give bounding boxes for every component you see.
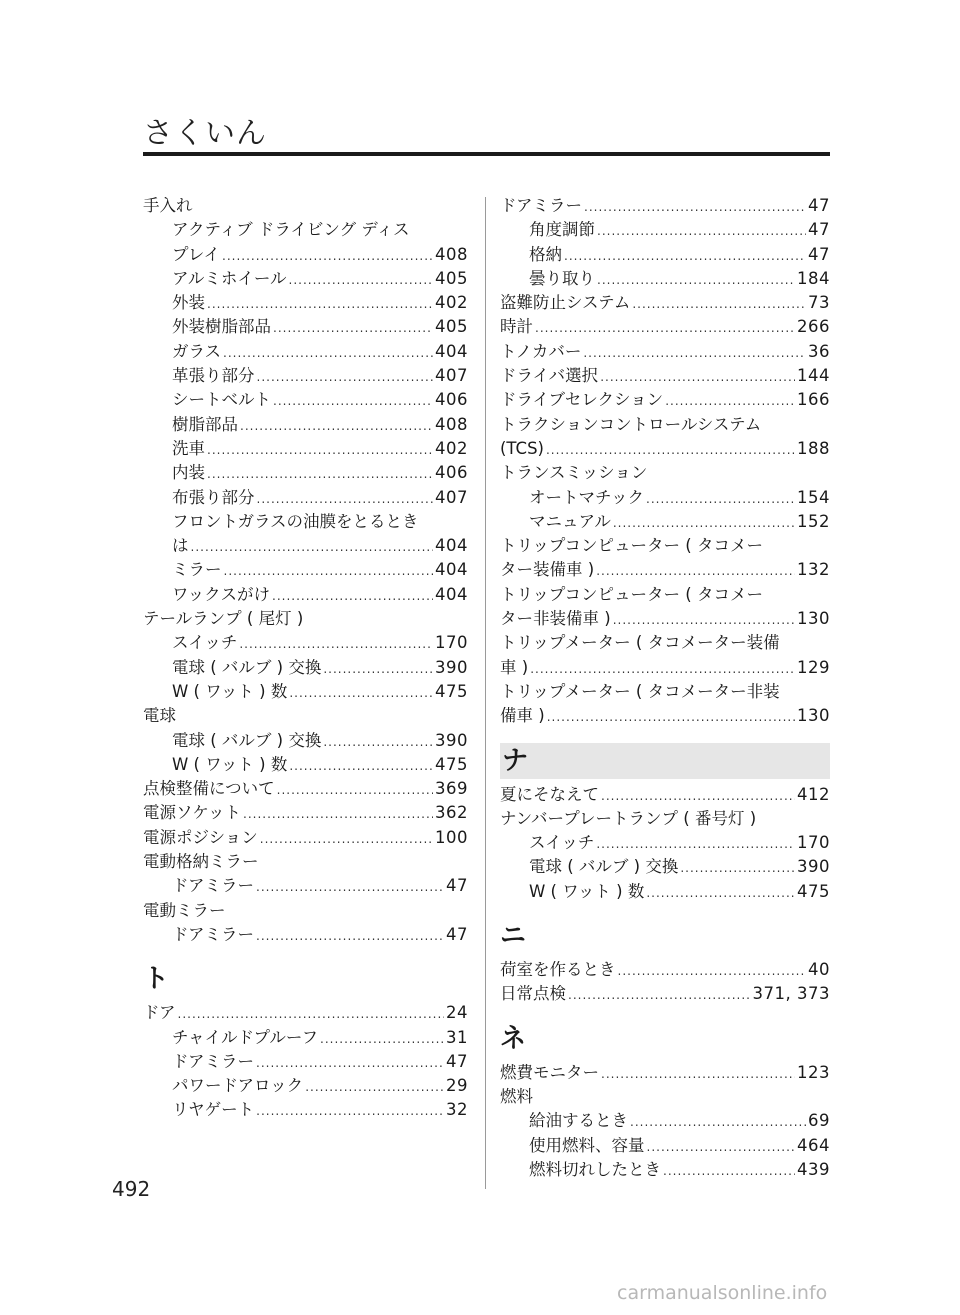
page-reference: 69 — [808, 1111, 830, 1131]
index-subentry — [143, 291, 468, 315]
index-subentry — [143, 1098, 468, 1122]
index-entry — [143, 801, 468, 825]
index-subentry — [143, 631, 468, 655]
entry-label: 革張り部分 — [172, 366, 255, 386]
entry-label: プレイ — [172, 244, 221, 264]
index-entry — [500, 680, 830, 704]
section-heading: ト — [143, 964, 170, 995]
page-reference: 47 — [808, 220, 830, 240]
index-entry — [500, 437, 830, 461]
index-entry — [143, 899, 468, 923]
index-entry — [143, 194, 468, 218]
index-entry — [143, 850, 468, 874]
page-reference: 47 — [808, 244, 830, 264]
entry-label: 電球 ( バルブ ) 交換 — [172, 657, 322, 677]
page-reference: 408 — [435, 414, 468, 434]
page-reference: 24 — [446, 1003, 468, 1023]
dot-leader — [584, 195, 806, 219]
entry-label: 盗難防止システム — [500, 293, 631, 313]
entry-label: ドライブセレクション — [500, 390, 664, 410]
page-reference: 31 — [446, 1027, 468, 1047]
index-subentry — [500, 218, 830, 242]
entry-label: アクティブ ドライビング ディス — [172, 220, 410, 240]
section-heading: ニ — [500, 921, 527, 952]
page-reference: 404 — [435, 584, 468, 604]
page-reference: 362 — [435, 803, 468, 823]
page-reference: 405 — [435, 317, 468, 337]
dot-leader — [597, 268, 795, 292]
index-entry — [500, 461, 830, 485]
index-entry — [500, 1085, 830, 1109]
page-reference: 123 — [797, 1062, 830, 1082]
entry-label: 備車 ) — [500, 706, 545, 726]
page-reference: 144 — [797, 366, 830, 386]
index-entry — [143, 607, 468, 631]
entry-label: 荷室を作るとき — [500, 960, 616, 980]
entry-label: 電動格納ミラー — [143, 852, 259, 872]
dot-leader — [272, 584, 433, 608]
entry-label: トランスミッション — [500, 463, 648, 483]
entry-label: 布張り部分 — [172, 487, 255, 507]
index-entry — [500, 783, 830, 807]
index-subentry — [143, 340, 468, 364]
index-subentry — [143, 437, 468, 461]
dot-leader — [632, 292, 806, 316]
dot-leader — [680, 856, 795, 880]
page-reference: 47 — [446, 876, 468, 896]
index-subentry — [143, 656, 468, 680]
entry-label: ドライバ選択 — [500, 366, 599, 386]
entry-label: スイッチ — [172, 633, 238, 653]
page-reference: 266 — [797, 317, 830, 337]
entry-label: W ( ワット ) 数 — [172, 681, 288, 701]
index-subentry — [500, 1109, 830, 1133]
entry-label: トリップコンピューター ( タコメー — [500, 584, 763, 604]
dot-leader — [535, 316, 795, 340]
index-entry — [500, 388, 830, 412]
dot-leader — [223, 341, 433, 365]
entry-label: パワードアロック — [172, 1076, 304, 1096]
entry-label: 樹脂部品 — [172, 414, 238, 434]
entry-label: 点検整備について — [143, 779, 275, 799]
index-subentry — [500, 243, 830, 267]
index-subentry — [500, 855, 830, 879]
entry-label: W ( ワット ) 数 — [529, 881, 645, 901]
index-subentry — [143, 364, 468, 388]
entry-label: は — [172, 536, 189, 556]
dot-leader — [273, 316, 433, 340]
index-subentry — [143, 1074, 468, 1098]
dot-leader — [239, 632, 433, 656]
entry-label: トリップコンピューター ( タコメー — [500, 536, 763, 556]
page-reference: 404 — [435, 560, 468, 580]
index-entry — [500, 413, 830, 437]
dot-leader — [618, 959, 807, 983]
entry-label: 給油するとき — [529, 1111, 628, 1131]
entry-label: 燃費モニター — [500, 1062, 599, 1082]
index-entry — [500, 364, 830, 388]
index-entry — [500, 340, 830, 364]
entry-label: 格納 — [529, 244, 562, 264]
index-subentry — [143, 729, 468, 753]
page-reference: 406 — [435, 463, 468, 483]
page-reference: 100 — [435, 827, 468, 847]
entry-label: 内装 — [172, 463, 205, 483]
index-subentry — [143, 388, 468, 412]
index-entry — [143, 777, 468, 801]
dot-leader — [277, 778, 433, 802]
index-subentry — [500, 486, 830, 510]
page-reference: 475 — [435, 754, 468, 774]
page-reference: 402 — [435, 438, 468, 458]
index-subentry — [143, 753, 468, 777]
dot-leader — [601, 784, 795, 808]
entry-label: 車 ) — [500, 657, 529, 677]
page-reference: 406 — [435, 390, 468, 410]
dot-leader — [320, 1027, 444, 1051]
page-reference: 404 — [435, 341, 468, 361]
dot-leader — [530, 657, 795, 681]
dot-leader — [256, 924, 444, 948]
index-subentry — [143, 218, 468, 242]
index-entry — [500, 558, 830, 582]
index-subentry — [143, 1026, 468, 1050]
entry-label: リヤゲート — [172, 1100, 255, 1120]
entry-label: W ( ワット ) 数 — [172, 754, 288, 774]
entry-label: ガラス — [172, 341, 222, 361]
dot-leader — [207, 292, 433, 316]
page-reference: 47 — [446, 924, 468, 944]
index-subentry — [143, 413, 468, 437]
page-reference: 170 — [797, 833, 830, 853]
index-subentry — [500, 267, 830, 291]
page-reference: 475 — [797, 881, 830, 901]
page-reference: 152 — [797, 511, 830, 531]
page-reference: 412 — [797, 784, 830, 804]
index-subentry — [143, 558, 468, 582]
entry-label: 燃料 — [500, 1086, 533, 1106]
index-subentry — [143, 874, 468, 898]
index-subentry — [143, 923, 468, 947]
page-number: 492 — [112, 1177, 151, 1201]
dot-leader — [613, 511, 795, 535]
entry-label: チャイルドプルーフ — [172, 1027, 319, 1047]
index-entry — [500, 958, 830, 982]
dot-leader — [257, 487, 434, 511]
page-reference: 390 — [435, 657, 468, 677]
index-subentry — [143, 534, 468, 558]
index-subentry — [500, 510, 830, 534]
page-reference: 130 — [797, 706, 830, 726]
watermark: carmanualsonline.info — [617, 1282, 828, 1304]
entry-label: 電球 — [143, 706, 176, 726]
dot-leader — [647, 1135, 796, 1159]
entry-label: 夏にそなえて — [500, 784, 599, 804]
dot-leader — [305, 1075, 444, 1099]
index-entry — [500, 291, 830, 315]
dot-leader — [665, 389, 795, 413]
dot-leader — [547, 705, 795, 729]
entry-label: ドアミラー — [172, 1051, 255, 1071]
dot-leader — [564, 244, 806, 268]
page-reference: 407 — [435, 366, 468, 386]
index-subentry — [500, 831, 830, 855]
entry-label: 日常点検 — [500, 984, 566, 1004]
dot-leader — [663, 1159, 795, 1183]
page-reference: 130 — [797, 609, 830, 629]
index-subentry — [143, 267, 468, 291]
page-reference: 404 — [435, 536, 468, 556]
index-entry — [500, 194, 830, 218]
entry-label: 電源ソケット — [143, 803, 242, 823]
entry-label: ドアミラー — [172, 876, 255, 896]
dot-leader — [222, 244, 433, 268]
page-reference: 188 — [797, 438, 830, 458]
entry-label: フロントガラスの油膜をとるとき — [172, 511, 419, 531]
dot-leader — [600, 365, 795, 389]
entry-label: 燃料切れしたとき — [529, 1159, 661, 1179]
dot-leader — [273, 389, 433, 413]
dot-leader — [583, 341, 806, 365]
entry-label: 外装 — [172, 293, 205, 313]
dot-leader — [224, 559, 434, 583]
dot-leader — [207, 438, 433, 462]
page-title: さくいん — [143, 116, 267, 151]
index-entry — [143, 826, 468, 850]
section-heading: ネ — [500, 1023, 527, 1054]
index-entry — [500, 1061, 830, 1085]
page-reference: 390 — [797, 857, 830, 877]
dot-leader — [240, 414, 433, 438]
page-reference: 166 — [797, 390, 830, 410]
index-subentry — [500, 1158, 830, 1182]
index-entry — [143, 1001, 468, 1025]
page-reference: 408 — [435, 244, 468, 264]
entry-label: アルミホイール — [172, 268, 287, 288]
entry-label: 電源ポジション — [143, 827, 258, 847]
dot-leader — [191, 535, 434, 559]
entry-label: 時計 — [500, 317, 533, 337]
dot-leader — [630, 1110, 806, 1134]
page-reference: 47 — [446, 1051, 468, 1071]
dot-leader — [260, 827, 433, 851]
page-reference: 47 — [808, 196, 830, 215]
index-entry — [143, 704, 468, 728]
dot-leader — [601, 1062, 795, 1086]
index-entry — [500, 534, 830, 558]
page-reference: 371, 373 — [752, 984, 830, 1004]
page-reference: 464 — [797, 1135, 830, 1155]
index-entry — [500, 656, 830, 680]
index-subentry — [143, 461, 468, 485]
dot-leader — [289, 681, 433, 705]
index-entry — [500, 607, 830, 631]
index-subentry — [500, 1134, 830, 1158]
page-reference: 402 — [435, 293, 468, 313]
page-reference: 439 — [797, 1159, 830, 1179]
dot-leader — [289, 754, 433, 778]
dot-leader — [597, 219, 806, 243]
dot-leader — [257, 365, 434, 389]
index-subentry — [143, 486, 468, 510]
index-entry — [500, 982, 830, 1006]
page-reference: 129 — [797, 657, 830, 677]
page-reference: 475 — [435, 681, 468, 701]
index-subentry — [500, 880, 830, 904]
entry-label: トノカバー — [500, 341, 582, 361]
dot-leader — [613, 608, 795, 632]
entry-label: ワックスがけ — [172, 584, 271, 604]
entry-label: スイッチ — [529, 833, 595, 853]
dot-leader — [323, 730, 433, 754]
entry-label: マニュアル — [529, 511, 611, 531]
page-reference: 405 — [435, 268, 468, 288]
entry-label: トリップメーター ( タコメーター非装 — [500, 681, 780, 701]
title-rule — [143, 152, 830, 156]
entry-label: ナンバープレートランプ ( 番号灯 ) — [500, 808, 757, 828]
page-reference: 170 — [435, 633, 468, 653]
dot-leader — [596, 559, 795, 583]
entry-label: 外装樹脂部品 — [172, 317, 271, 337]
index-entry — [500, 807, 830, 831]
page-reference: 29 — [446, 1076, 468, 1096]
column-divider — [485, 197, 486, 1189]
index-subentry — [143, 1050, 468, 1074]
page-reference: 184 — [797, 268, 830, 288]
dot-leader — [568, 983, 751, 1007]
index-subentry — [143, 680, 468, 704]
index-column-left — [143, 194, 468, 1123]
dot-leader — [178, 1002, 444, 1026]
entry-label: 電球 ( バルブ ) 交換 — [529, 857, 679, 877]
entry-label: 曇り取り — [529, 268, 595, 288]
dot-leader — [646, 881, 795, 905]
page-reference: 369 — [435, 779, 468, 799]
section-heading: ナ — [500, 743, 830, 779]
dot-leader — [289, 268, 433, 292]
entry-label: 電動ミラー — [143, 900, 226, 920]
entry-label: オートマチック — [529, 487, 645, 507]
entry-label: ター非装備車 ) — [500, 609, 611, 629]
dot-leader — [323, 657, 433, 681]
entry-label: ミラー — [172, 560, 222, 580]
entry-label: 角度調節 — [529, 220, 595, 240]
page-reference: 73 — [808, 293, 830, 313]
entry-label: トリップメーター ( タコメーター装備 — [500, 633, 780, 653]
page-reference: 36 — [808, 341, 830, 361]
entry-label: ター装備車 ) — [500, 560, 595, 580]
dot-leader — [256, 875, 444, 899]
dot-leader — [596, 832, 795, 856]
index-column-right — [500, 194, 830, 1182]
dot-leader — [243, 802, 433, 826]
dot-leader — [646, 487, 795, 511]
index-subentry — [143, 510, 468, 534]
dot-leader — [546, 438, 795, 462]
entry-label: トラクションコントロールシステム — [500, 414, 762, 434]
entry-label: 電球 ( バルブ ) 交換 — [172, 730, 322, 750]
page-reference: 407 — [435, 487, 468, 507]
page-reference: 154 — [797, 487, 830, 507]
dot-leader — [207, 462, 433, 486]
index-entry — [500, 315, 830, 339]
index-subentry — [143, 315, 468, 339]
entry-label: ドアミラー — [172, 924, 255, 944]
dot-leader — [256, 1051, 444, 1075]
entry-label: ドア — [143, 1003, 176, 1023]
entry-label: (TCS) — [500, 438, 544, 458]
index-subentry — [143, 243, 468, 267]
index-entry — [500, 583, 830, 607]
index-entry — [500, 704, 830, 728]
entry-label: ドアミラー — [500, 196, 583, 215]
page-reference: 32 — [446, 1100, 468, 1120]
entry-label: 洗車 — [172, 438, 205, 458]
entry-label: シートベルト — [172, 390, 271, 410]
entry-label: 手入れ — [143, 196, 193, 215]
dot-leader — [256, 1099, 444, 1123]
page-reference: 390 — [435, 730, 468, 750]
page-reference: 40 — [808, 960, 830, 980]
page-reference: 132 — [797, 560, 830, 580]
index-entry — [500, 631, 830, 655]
entry-label: テールランプ ( 尾灯 ) — [143, 609, 304, 629]
index-subentry — [143, 583, 468, 607]
entry-label: 使用燃料、容量 — [529, 1135, 645, 1155]
